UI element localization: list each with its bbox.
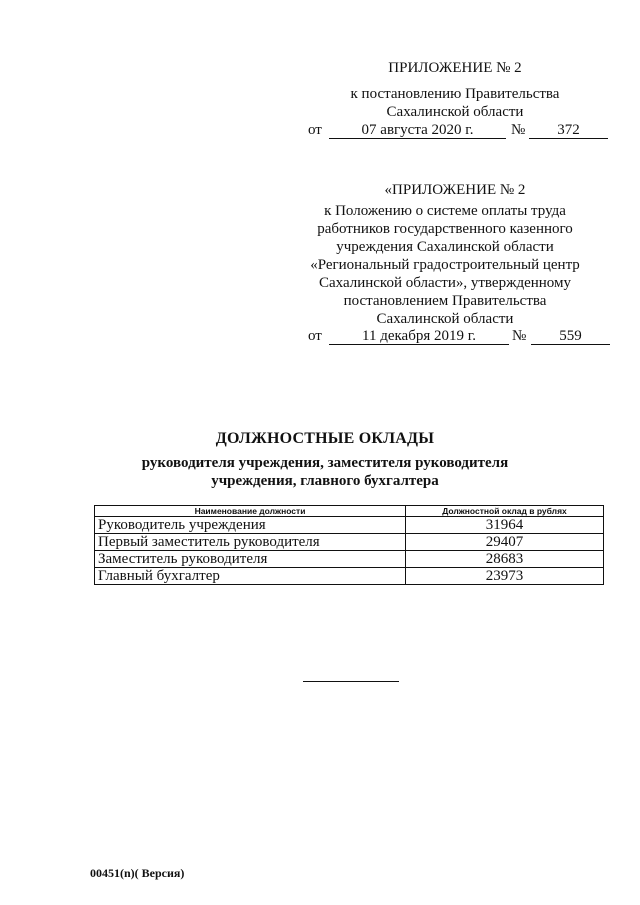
from-label: от bbox=[308, 122, 322, 138]
from-label: от bbox=[308, 328, 322, 344]
salary-table bbox=[94, 505, 604, 585]
appendix-title: ПРИЛОЖЕНИЕ № 2 bbox=[388, 60, 522, 76]
salary-cell: 28683 bbox=[406, 551, 604, 568]
appendix-line: к постановлению Правительства bbox=[350, 86, 560, 102]
appendix-line: постановлением Правительства bbox=[343, 293, 547, 309]
subtitle-line: руководителя учреждения, заместителя руководителя bbox=[141, 455, 509, 471]
separator-line bbox=[303, 681, 399, 682]
position-cell: Руководитель учреждения bbox=[95, 517, 406, 534]
appendix-line: работников государственного казенного bbox=[317, 221, 573, 237]
appendix-title: «ПРИЛОЖЕНИЕ № 2 bbox=[384, 182, 526, 198]
salary-cell: 31964 bbox=[406, 517, 604, 534]
appendix-line: учреждения Сахалинской области bbox=[336, 239, 554, 255]
number-label: № bbox=[511, 122, 526, 138]
table-row bbox=[95, 551, 604, 568]
column-header-position: Наименование должности bbox=[95, 506, 406, 517]
table-row bbox=[95, 568, 604, 585]
document-subtitle bbox=[120, 454, 530, 490]
position-cell: Первый заместитель руководителя bbox=[95, 534, 406, 551]
appendix-line: к Положению о системе оплаты труда bbox=[324, 203, 566, 219]
salary-cell: 23973 bbox=[406, 568, 604, 585]
table-header-row bbox=[95, 506, 604, 517]
appendix-line: «Региональный градостроительный центр bbox=[310, 257, 580, 273]
document-title: ДОЛЖНОСТНЫЕ ОКЛАДЫ bbox=[215, 430, 435, 447]
appendix-line: Сахалинской области bbox=[386, 104, 524, 120]
regulation-number: 559 bbox=[531, 327, 610, 345]
table-row bbox=[95, 534, 604, 551]
appendix-line: Сахалинской области bbox=[376, 311, 514, 327]
decree-number: 372 bbox=[529, 121, 608, 139]
salary-cell: 29407 bbox=[406, 534, 604, 551]
decree-date: 07 августа 2020 г. bbox=[329, 121, 506, 139]
number-label: № bbox=[512, 328, 527, 344]
appendix-line: Сахалинской области», утвержденному bbox=[318, 275, 572, 291]
position-cell: Главный бухгалтер bbox=[95, 568, 406, 585]
regulation-date: 11 декабря 2019 г. bbox=[329, 327, 509, 345]
document-code: 00451(n)( Версия) bbox=[90, 866, 185, 880]
column-header-salary: Должностной оклад в рублях bbox=[406, 506, 604, 517]
subtitle-line: учреждения, главного бухгалтера bbox=[211, 473, 439, 489]
position-cell: Заместитель руководителя bbox=[95, 551, 406, 568]
table-row bbox=[95, 517, 604, 534]
